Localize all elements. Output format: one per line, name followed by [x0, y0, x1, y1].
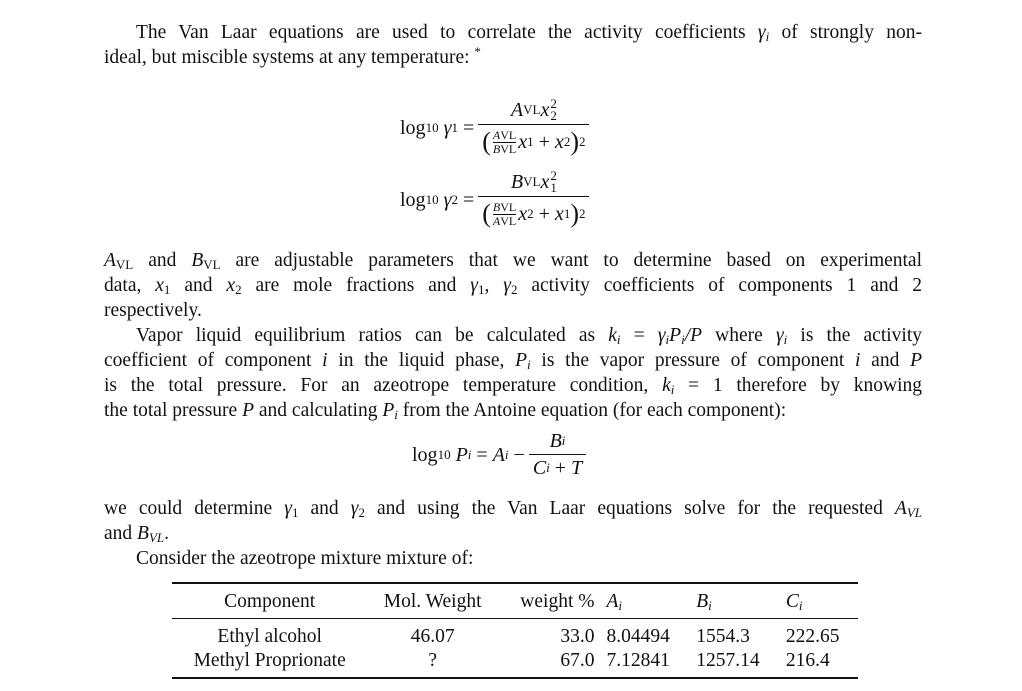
math-variable: i	[322, 350, 328, 371]
sub: i	[708, 598, 712, 613]
text-line	[104, 398, 922, 423]
math-subscript: VL	[148, 530, 165, 545]
B: B	[696, 591, 709, 612]
paragraph-intro	[104, 20, 922, 70]
text-line	[104, 20, 922, 45]
x: x	[518, 131, 528, 153]
text-line	[104, 521, 922, 546]
cell-B: 1554.3	[696, 626, 750, 647]
sub: 2	[550, 108, 557, 123]
text: ,	[484, 275, 504, 296]
math-variable: P	[382, 400, 395, 421]
text-line	[104, 248, 922, 273]
math-variable: k	[608, 325, 617, 346]
math-variable: γ	[657, 325, 666, 346]
sub: i	[618, 598, 623, 613]
cell-A: 7.12841	[606, 650, 670, 671]
text: in the liquid phase,	[327, 350, 516, 371]
ratio	[493, 129, 516, 156]
math-variable: γ	[775, 325, 784, 346]
text-line	[104, 45, 922, 70]
van-laar-equation-2: log 10 γ 2 = B VL x 2 1 ( BVL AVL x 2 + x 1 ) 2	[400, 170, 593, 229]
header-component: Component	[172, 583, 367, 619]
text: is the vapor pressure of component	[530, 350, 855, 371]
cell-component: Ethyl alcohol	[217, 626, 322, 647]
text: of strongly non-	[769, 22, 922, 43]
text: is the total pressure. For an azeotrope temperature condition,	[104, 375, 663, 396]
x: x	[518, 203, 528, 225]
math-subscript: i	[681, 332, 685, 347]
math-variable: /P	[684, 325, 703, 346]
C: C	[532, 457, 547, 479]
equals: =	[462, 188, 475, 211]
math-variable: x	[226, 275, 236, 296]
math-subscript: i	[394, 407, 398, 422]
math-subscript: 1	[477, 282, 485, 297]
log-text: log	[412, 443, 438, 466]
math-subscript: VL	[906, 505, 922, 520]
text: are mole fractions and	[241, 275, 471, 296]
sub: VL	[500, 213, 517, 228]
math-variable: A	[104, 250, 116, 271]
B: B	[549, 430, 562, 452]
math-subscript: 1	[291, 505, 299, 520]
cell-A: 8.04494	[606, 626, 670, 647]
text: is the activity	[787, 325, 923, 346]
math-variable: γ	[757, 22, 766, 43]
P: P	[455, 443, 468, 466]
B: B	[492, 141, 501, 156]
text: .	[164, 523, 169, 544]
A: A	[492, 127, 501, 142]
paragraph-parameters	[104, 248, 922, 423]
math-subscript: 1	[163, 282, 171, 297]
text-line	[104, 348, 922, 373]
text: data,	[104, 275, 156, 296]
math-subscript: i	[670, 382, 675, 397]
scripts	[550, 98, 557, 122]
cell-weight-percent: 33.0	[560, 626, 595, 647]
gamma: γ	[443, 116, 452, 139]
B: B	[492, 199, 501, 214]
math-variable: P	[242, 400, 255, 421]
equals: =	[462, 116, 475, 139]
A: A	[510, 99, 524, 121]
text: The Van Laar equations are used to correlate the activity coefficients	[136, 22, 758, 43]
text-line	[104, 323, 922, 348]
math-variable: i	[855, 350, 861, 371]
math-subscript: i	[665, 332, 670, 347]
text: coefficient of component	[104, 350, 323, 371]
text: and calculating	[254, 400, 383, 421]
text: Vapor liquid equilibrium ratios can be calculated as	[136, 325, 609, 346]
A: A	[606, 591, 619, 612]
plus: +	[538, 203, 550, 225]
math-variable: P	[515, 350, 528, 371]
header-C	[780, 583, 858, 619]
math-variable: A	[894, 498, 907, 519]
gamma: γ	[443, 188, 452, 211]
x: x	[540, 99, 550, 121]
text: and	[133, 250, 192, 271]
plus: +	[554, 457, 567, 479]
text: where	[702, 325, 776, 346]
T: T	[571, 457, 583, 479]
math-subscript: 2	[510, 282, 518, 297]
footnote-mark: *	[474, 44, 481, 59]
header-B	[690, 583, 780, 619]
math-variable: x	[155, 275, 164, 296]
text: are adjustable parameters that we want to determine based on experimental	[220, 250, 923, 271]
log-text: log	[400, 188, 426, 211]
sub: i	[798, 598, 803, 613]
math-subscript: i	[765, 29, 770, 44]
sub: VL	[500, 199, 517, 214]
sub: VL	[500, 127, 517, 142]
cell-weight-percent: 67.0	[560, 650, 595, 671]
text: and	[104, 523, 138, 544]
sup: 2	[550, 168, 557, 183]
text: respectively.	[104, 300, 202, 321]
scripts	[550, 170, 557, 194]
cell-C: 222.65	[785, 626, 840, 647]
sup: 2	[550, 96, 557, 111]
header-weight-percent: weight %	[498, 583, 601, 619]
math-variable: γ	[470, 275, 478, 296]
text-line	[104, 273, 922, 298]
text: and	[860, 350, 911, 371]
header-mol-weight: Mol. Weight	[367, 583, 498, 619]
text-line	[104, 373, 922, 398]
log-text: log	[400, 116, 426, 139]
cell-component: Methyl Proprionate	[193, 650, 346, 671]
math-subscript: 2	[235, 282, 242, 297]
table-row	[172, 619, 858, 650]
math-subscript: i	[527, 357, 531, 372]
cell-B: 1257.14	[696, 650, 760, 671]
math-subscript: VL	[115, 257, 134, 272]
fraction: B VL x 2 1 ( BVL AVL x 2 + x 1 ) 2	[478, 170, 589, 229]
cell-mol-weight: 46.07	[410, 626, 455, 647]
B: B	[510, 171, 524, 193]
text: Consider the azeotrope mixture mixture of:	[136, 548, 474, 569]
math-variable: γ	[284, 498, 292, 519]
x: x	[540, 171, 550, 193]
plus: +	[538, 131, 550, 153]
text: = 1 therefore by knowing	[674, 375, 922, 396]
text: and	[298, 498, 351, 519]
math-variable: B	[137, 523, 149, 544]
math-variable: P	[669, 325, 682, 346]
A: A	[492, 443, 505, 466]
fraction: A VL x 2 2 ( AVL BVL x 1 + x 2 ) 2	[478, 98, 589, 157]
text-line	[104, 496, 922, 521]
text: we could determine	[104, 498, 285, 519]
x: x	[554, 131, 564, 153]
ratio	[493, 201, 516, 228]
minus: −	[513, 443, 525, 466]
text-line	[104, 298, 922, 323]
text-line	[104, 546, 922, 571]
cell-mol-weight: ?	[428, 650, 437, 671]
math-subscript: i	[783, 332, 788, 347]
table-header-row	[172, 583, 858, 619]
text: the total pressure	[104, 400, 243, 421]
math-variable: γ	[350, 498, 359, 519]
math-subscript: VL	[203, 257, 221, 272]
components-table	[172, 582, 858, 679]
header-A	[601, 583, 691, 619]
van-laar-equation-1: log 10 γ 1 = A VL x 2 2 ( AVL BVL x 1 + x 2 ) 2	[400, 98, 593, 157]
equals: =	[476, 443, 488, 466]
table-row	[172, 649, 858, 678]
x: x	[554, 203, 564, 225]
paragraph-conclusion	[104, 496, 922, 571]
math-variable: k	[662, 375, 671, 396]
text: =	[620, 325, 658, 346]
text: from the Antoine equation (for each component):	[397, 400, 787, 421]
math-subscript: 2	[358, 505, 365, 520]
text: and	[170, 275, 227, 296]
math-variable: P	[910, 350, 922, 371]
text: and using the Van Laar equations solve for the requested	[364, 498, 895, 519]
C: C	[785, 591, 799, 612]
math-variable: B	[191, 250, 204, 271]
antoine-equation: log 10 P i = A i − B i C i + T	[412, 430, 590, 479]
A: A	[492, 213, 501, 228]
fraction: B i C i + T	[529, 430, 586, 479]
sub: VL	[500, 141, 517, 156]
math-variable: γ	[503, 275, 511, 296]
cell-C: 216.4	[785, 650, 830, 671]
math-subscript: i	[616, 332, 621, 347]
sub: 1	[550, 180, 557, 195]
text: activity coefficients of components 1 and 2	[517, 275, 923, 296]
text: ideal, but miscible systems at any temperature:	[104, 47, 475, 68]
